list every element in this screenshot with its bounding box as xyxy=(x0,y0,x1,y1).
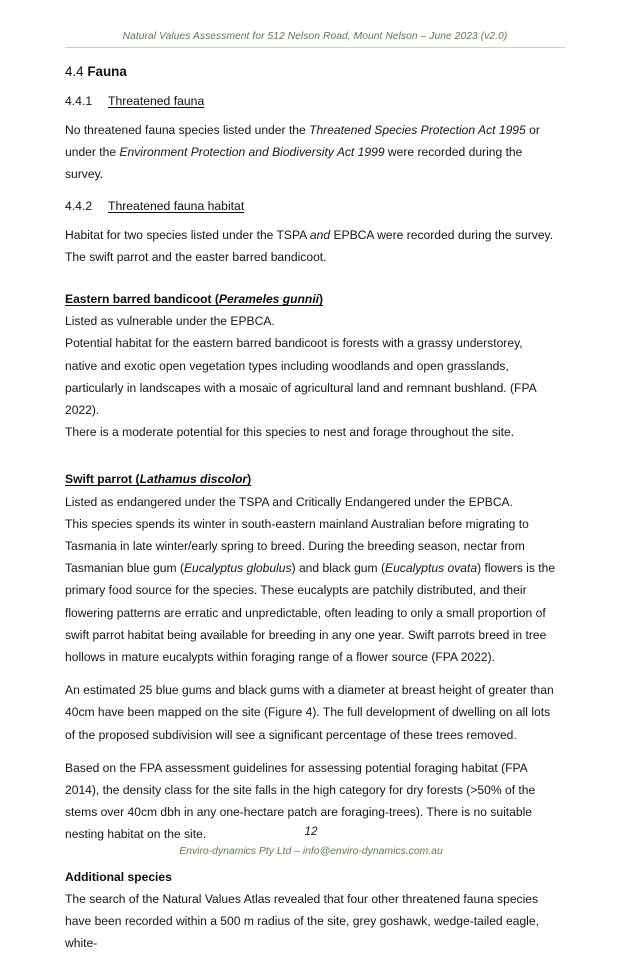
text-run: This species spends its winter in south-eastern mainland Australian before migrating to Tasmania in late winter/early spring to breed. During the breeding season, nectar from Tasmanian blue gum ( xyxy=(65,516,529,576)
page-number: 12 xyxy=(304,825,318,838)
species-scientific-name: Lathamus discolor xyxy=(139,472,248,487)
document-footer xyxy=(0,824,622,861)
subsection-heading-4-4-2 xyxy=(65,197,558,215)
subsection-heading-4-4-1 xyxy=(65,92,558,110)
subsection-number: 4.4.1 xyxy=(65,94,93,108)
spacer xyxy=(65,668,558,679)
species-common-name: Eastern barred bandicoot ( xyxy=(65,292,219,307)
paragraph-bandicoot-listing: Listed as vulnerable under the EPBCA. xyxy=(65,314,275,329)
heading-additional-species: Additional species xyxy=(65,869,172,884)
paragraph-parrot-ecology xyxy=(65,513,558,668)
spacer xyxy=(65,746,558,757)
text-run: were recorded during the survey. xyxy=(65,145,523,182)
species-paren: ) xyxy=(319,292,324,307)
text-run: Habitat for two species listed under the TSPA xyxy=(65,227,310,242)
species-name-globulus: Eucalyptus globulus xyxy=(183,561,292,576)
paragraph-parrot-listing: Listed as endangered under the TSPA and Critically Endangered under the EPBCA. xyxy=(65,494,513,509)
text-run: No threatened fauna species listed under the xyxy=(65,123,310,137)
running-header-text: Natural Values Assessment for 512 Nelson Road, Mount Nelson – June 2023 (v2.0) xyxy=(122,31,508,42)
emphasis-and: and xyxy=(309,227,331,242)
species-scientific-name: Perameles gunnii xyxy=(218,292,320,307)
subsection-number: 4.4.2 xyxy=(65,198,93,213)
paragraph-bandicoot-potential: There is a moderate potential for this species to nest and forage throughout the site. xyxy=(65,425,515,440)
act-name-epbca: Environment Protection and Biodiversity Act 1999 xyxy=(119,145,385,160)
species-name-ovata: Eucalyptus ovata xyxy=(385,561,478,576)
species-common-name: Swift parrot ( xyxy=(65,472,140,487)
text-run: ) and black gum ( xyxy=(291,561,385,576)
section-title: Fauna xyxy=(87,64,127,79)
paragraph-threatened-fauna-habitat xyxy=(65,224,558,268)
species-paren: ) xyxy=(247,472,252,487)
footer-contact: Enviro-dynamics Pty Ltd – info@enviro-dynamics.com.au xyxy=(179,846,443,857)
subsection-title: Threatened fauna habitat xyxy=(108,198,245,213)
paragraph-threatened-fauna xyxy=(65,119,558,186)
document-body xyxy=(65,63,558,955)
running-header xyxy=(65,31,565,48)
paragraph-density-class: Based on the FPA assessment guidelines for assessing potential foraging habitat (FPA 2014), the density class for the site falls in the high category for dry forests (>50% of the stems over 40cm dbh in any one-hectare patch are foraging-trees). There is no suitable nesting habitat on the site. xyxy=(65,760,536,842)
subsection-title: Threatened fauna xyxy=(108,94,205,108)
species-heading-eastern-barred-bandicoot xyxy=(65,288,558,310)
spacer xyxy=(65,268,558,288)
paragraph-bandicoot-habitat: Potential habitat for the eastern barred bandicoot is forests with a grassy understorey, native and exotic open vegetation types including woodlands and open grasslands, particularly in landscapes with a mosaic of agricultural land and remnant bushland. (FPA 2022). xyxy=(65,336,537,418)
act-name-tspa: Threatened Species Protection Act 1995 xyxy=(309,123,526,137)
paragraph-gum-estimate: An estimated 25 blue gums and black gums with a diameter at breast height of greater than 40cm have been mapped on the site (Figure 4). The full development of dwelling on all lots of the proposed subdivision will see a significant percentage of these trees removed. xyxy=(65,683,554,742)
section-number: 4.4 xyxy=(65,64,84,79)
text-run: EPBCA were recorded during the survey. The swift parrot and the easter barred bandicoot. xyxy=(65,227,554,264)
header-divider xyxy=(65,47,565,48)
section-heading-4-4 xyxy=(65,63,558,81)
spacer xyxy=(65,443,558,468)
paragraph-additional-species: The search of the Natural Values Atlas revealed that four other threatened fauna species have been recorded within a 500 m radius of the site, grey goshawk, wedge-tailed eagle, white- xyxy=(65,891,539,951)
species-heading-swift-parrot xyxy=(65,468,558,490)
text-run: or under the xyxy=(65,123,540,160)
text-run: ) flowers is the primary food source for the species. These eucalypts are patchily distributed, and their flowering patterns are erratic and unpredictable, often leading to only a small proportion of swift parrot habitat being available for breeding in any one year. Swift parrots breed in tree hollows in mature eucalypts within foraging range of a flower source (FPA 2022). xyxy=(65,561,556,665)
